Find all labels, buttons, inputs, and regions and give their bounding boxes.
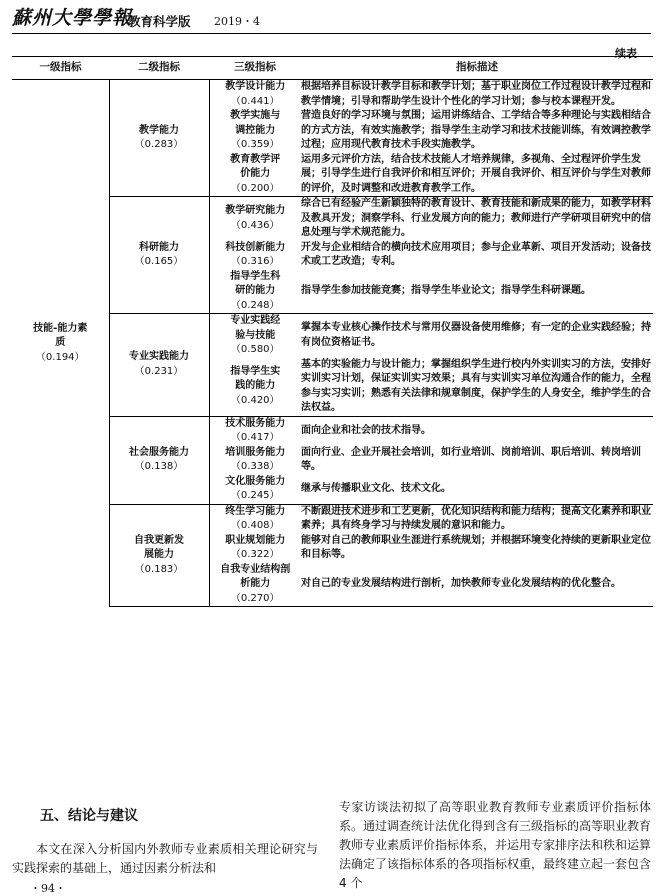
level3-weight: （0.420）: [230, 394, 280, 406]
level3-weight: （0.359）: [230, 139, 280, 150]
level3-weight: （0.338）: [230, 461, 280, 472]
level2-weight: （0.231）: [134, 365, 184, 377]
level2-name: 科研能力: [139, 241, 179, 253]
level2-weight: （0.138）: [134, 461, 184, 472]
level2-cell: [109, 80, 209, 197]
level3-cell: [209, 358, 301, 417]
indicator-table: [12, 56, 653, 607]
col-header-description: 指标描述: [301, 57, 653, 80]
level2-cell: [109, 197, 209, 314]
level3-name: 教学研究能力: [225, 205, 286, 217]
level3-cell: [209, 475, 301, 505]
level3-cell: [209, 270, 301, 314]
level3-weight: （0.580）: [230, 344, 280, 355]
journal-logo: 蘇州大學學報: [12, 7, 133, 29]
level3-weight: （0.441）: [230, 95, 280, 107]
description-cell: 指导学生参加技能竞赛；指导学生毕业论文；指导学生科研课题。: [301, 270, 653, 314]
description-cell: 运用多元评价方法，结合技术技能人才培养规律，多视角、全过程评价学生发展；引导学生进行自我评价和相互评价；开展自我评价、相互评价与学生对教师的评价，及时调整和改进教育教学工作。: [301, 153, 653, 197]
level3-cell: [209, 314, 301, 358]
level3-name: 教育教学评价能力: [230, 153, 281, 179]
level1-weight: （0.194）: [35, 351, 85, 363]
level3-weight: （0.270）: [230, 592, 280, 604]
level2-weight: （0.283）: [134, 139, 184, 150]
description-cell: 继承与传播职业文化、技术文化。: [301, 475, 653, 505]
level3-weight: （0.200）: [230, 182, 280, 194]
level3-weight: （0.245）: [230, 490, 280, 501]
table-row: [12, 504, 653, 534]
description-cell: 对自己的专业发展结构进行剖析，加快教师专业化发展结构的优化整合。: [301, 563, 653, 607]
level3-cell: [209, 504, 301, 534]
journal-issue: 2019・4: [214, 15, 260, 28]
level3-name: 终生学习能力: [225, 505, 286, 517]
page-number: ・94・: [30, 882, 66, 895]
level3-cell: [209, 534, 301, 563]
level2-name: 自我更新发展能力: [134, 534, 184, 560]
body-paragraph-left: 本文在深入分析国内外教师专业素质相关理论研究与实践探索的基础上，通过因素分析法和: [12, 842, 318, 875]
level3-cell: [209, 241, 301, 270]
level3-cell: [209, 80, 301, 110]
table-header-row: [12, 57, 653, 80]
col-header-level2: 二级指标: [109, 57, 209, 80]
col-header-level3: 三级指标: [209, 57, 301, 80]
body-paragraph-right: 专家访谈法初拟了高等职业教育教师专业素质评价指标体系。通过调查统计法优化得到含有三级指标的高等职业教育教师专业素质评价指标体系，并运用专家排序法和秩和运算法确定了该指标体系的各项指标权重，最终建立起一套包含 4 个: [339, 800, 652, 890]
header-rule: [12, 33, 651, 34]
level3-cell: [209, 563, 301, 607]
table-row: [12, 80, 653, 110]
level3-cell: [209, 109, 301, 153]
level1-cell: [12, 80, 109, 607]
level2-cell: [109, 504, 209, 607]
level2-cell: [109, 416, 209, 504]
table-continued-label: 续表: [615, 47, 637, 60]
level3-cell: [209, 446, 301, 475]
level3-weight: （0.316）: [230, 256, 280, 267]
level3-name: 职业规划能力: [225, 534, 286, 546]
level2-weight: （0.183）: [134, 563, 184, 575]
level3-name: 自我专业结构剖析能力: [220, 563, 291, 589]
col-header-level1: 一级指标: [12, 57, 109, 80]
level1-name: 技能-能力素质: [33, 322, 88, 348]
level3-name: 培训服务能力: [225, 446, 286, 458]
description-cell: 掌握本专业核心操作技术与常用仪器设备使用维修；有一定的企业实践经验；持有岗位资格证书。: [301, 322, 651, 348]
description-cell: 综合已有经验产生新颖独特的教育设计、教育技能和新成果的能力，如教学材料及教具开发；洞察学科、行业发展方向的能力；教师进行产学研项目研究中的信息处理与学术规范能力。: [301, 198, 651, 238]
table-row: [12, 197, 653, 241]
section-heading: 五、结论与建议: [40, 808, 138, 824]
description-cell: 根据培养目标设计教学目标和教学计划；基于职业岗位工作过程设计教学过程和教学情境；引导和帮助学生设计个性化的学习计划；参与校本课程开发。: [301, 81, 651, 107]
level3-name: 教学实施与调控能力: [230, 110, 281, 136]
level2-name: 教学能力: [139, 124, 179, 136]
description-cell: 营造良好的学习环境与氛围；运用讲练结合、工学结合等多种理论与实践相结合的方式方法，有效实施教学；指导学生主动学习和技术技能训练，有效调控教学过程；应用现代教育技术手段实施教学。: [301, 110, 651, 150]
level2-name: 专业实践能力: [129, 351, 189, 363]
level3-weight: （0.436）: [230, 219, 280, 231]
description-cell: 不断跟进技术进步和工艺更新，优化知识结构和能力结构；提高文化素养和职业素养；具有终身学习与持续发展的意识和能力。: [301, 505, 651, 531]
level3-weight: （0.417）: [230, 432, 280, 443]
description-cell: 开发与企业相结合的横向技术应用项目；参与企业革新、项目开发活动；设备技术或工艺改造；专利。: [301, 241, 651, 267]
description-cell: 面向行业、企业开展社会培训，如行业培训、岗前培训、职后培训、转岗培训等。: [301, 446, 641, 472]
level2-cell: [109, 314, 209, 417]
level3-name: 指导学生实践的能力: [230, 365, 281, 392]
level3-weight: （0.248）: [230, 299, 280, 311]
level3-name: 科技创新能力: [225, 241, 286, 253]
level3-name: 教学设计能力: [225, 81, 286, 92]
table-row: [12, 416, 653, 446]
description-cell: 面向企业和社会的技术指导。: [301, 424, 431, 436]
level3-weight: （0.322）: [230, 549, 280, 560]
level3-cell: [209, 153, 301, 197]
level3-cell: [209, 416, 301, 446]
table-row: [12, 314, 653, 358]
level3-name: 指导学生科研的能力: [230, 270, 281, 296]
level3-weight: （0.408）: [230, 520, 280, 531]
level2-weight: （0.165）: [134, 256, 184, 267]
level3-name: 技术服务能力: [225, 417, 286, 429]
level3-name: 文化服务能力: [225, 475, 286, 487]
journal-edition: 教育科学版: [128, 14, 191, 29]
description-cell: 基本的实验能力与设计能力；掌握组织学生进行校内外实训实习的方法，安排好实训实习计划，保证实训实习效果；具有与实训实习单位沟通合作的能力，全程参与实习实训；熟悉有关法律和规章制度，保护学生的人身安全，维护学生的合法权益。: [301, 358, 653, 417]
level3-name: 专业实践经验与技能: [230, 315, 281, 341]
description-cell: 能够对自己的教师职业生涯进行系统规划；并根据环境变化持续的更新职业定位和目标等。: [301, 534, 651, 560]
level2-name: 社会服务能力: [129, 446, 189, 458]
level3-cell: [209, 197, 301, 241]
